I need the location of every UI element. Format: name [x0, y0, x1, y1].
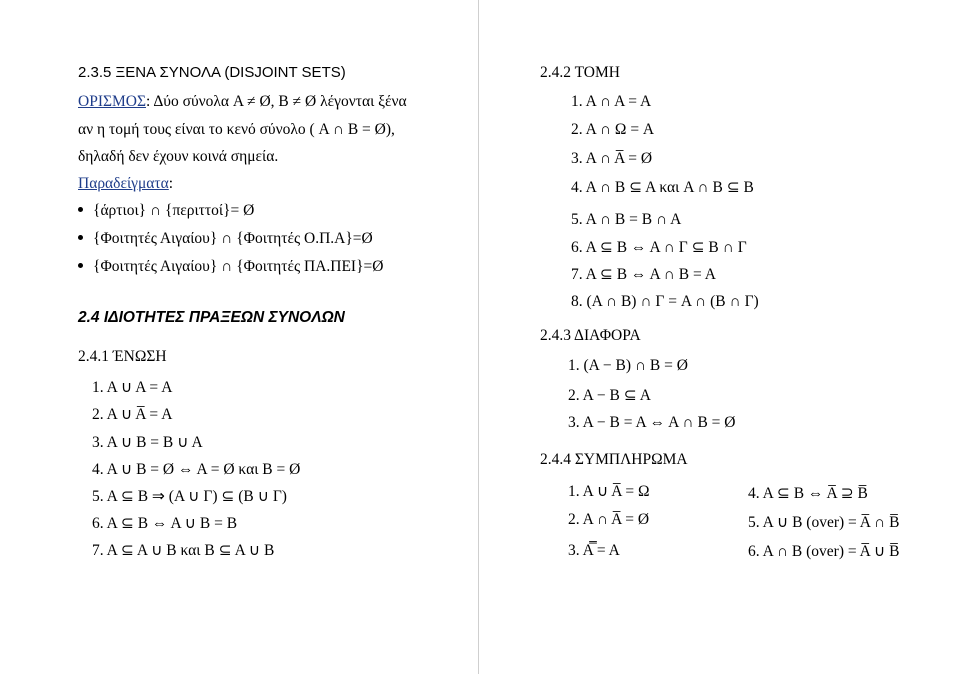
difference-property: 1. (A − B) ∩ B = Ø: [568, 357, 688, 374]
definition-text: : Δύο σύνολα A ≠ Ø, B ≠ Ø λέγονται ξένα: [146, 93, 407, 110]
definition-line-1: [78, 93, 407, 111]
union-property: 3. A ∪ B = B ∪ A: [92, 434, 203, 451]
complement-property: 6. A ∩ B (over) = A̅ ∪ B̅: [748, 543, 900, 560]
bullet-icon: [78, 235, 83, 240]
union-property: 2. A ∪ A̅ = A: [92, 406, 173, 423]
right-page: [481, 0, 959, 674]
intersection-property: 2. A ∩ Ω = A: [571, 121, 655, 138]
examples-label: Παραδείγματα: [78, 175, 169, 192]
subsection-heading-intersection: 2.4.2 ΤΟΜΗ: [540, 64, 620, 81]
union-property: 6. A ⊆ B ⇔ A ∪ B = B: [92, 515, 238, 532]
union-property: 7. A ⊆ A ∪ B και B ⊆ A ∪ B: [92, 542, 275, 559]
definition-label: ΟΡΙΣΜΟΣ: [78, 93, 146, 110]
intersection-property: 4. A ∩ B ⊆ A και A ∩ B ⊆ B: [571, 179, 754, 196]
union-property: 1. A ∪ A = A: [92, 379, 173, 396]
section-heading-properties: 2.4 ΙΔΙΟΤΗΤΕΣ ΠΡΑΞΕΩΝ ΣΥΝΟΛΩΝ: [78, 309, 345, 326]
complement-property: 5. A ∪ B (over) = A̅ ∩ B̅: [748, 514, 900, 531]
union-property: 4. A ∪ B = Ø ⇔ A = Ø και B = Ø: [92, 461, 301, 478]
difference-property: 3. A − B = A ⇔ A ∩ B = Ø: [568, 414, 736, 431]
complement-property: 2. A ∩ A̅ = Ø: [568, 511, 650, 528]
definition-line-3: δηλαδή δεν έχουν κοινά σημεία.: [78, 148, 279, 165]
bullet-icon: [78, 263, 83, 268]
definition-line-2: αν η τομή τους είναι το κενό σύνολο ( A ∩ B = Ø),: [78, 121, 395, 138]
intersection-property: 7. A ⊆ B ⇔ A ∩ B = A: [571, 266, 716, 283]
example-item: {άρτιοι} ∩ {περιττοί}= Ø: [78, 202, 254, 220]
section-heading-disjoint-sets: 2.3.5 ΞΕΝΑ ΣΥΝΟΛΑ (DISJOINT SETS): [78, 64, 346, 81]
left-page: [0, 0, 478, 674]
examples-colon: :: [168, 175, 174, 192]
intersection-property: 3. A ∩ A̅ = Ø: [571, 150, 653, 167]
examples-heading: [78, 175, 173, 193]
intersection-property: 1. A ∩ A = A: [571, 93, 652, 110]
example-item: {Φοιτητές Αιγαίου} ∩ {Φοιτητές Ο.Π.Α}=Ø: [78, 230, 373, 248]
intersection-property: 5. A ∩ B = B ∩ A: [571, 211, 682, 228]
example-item: {Φοιτητές Αιγαίου} ∩ {Φοιτητές ΠΑ.ΠΕΙ}=Ø: [78, 258, 383, 276]
subsection-heading-difference: 2.4.3 ΔΙΑΦΟΡΑ: [540, 327, 641, 344]
page-divider: [478, 0, 479, 674]
difference-property: 2. A − B ⊆ A: [568, 387, 651, 404]
subsection-heading-complement: 2.4.4 ΣΥΜΠΛΗΡΩΜΑ: [540, 451, 688, 468]
complement-property: 3. A̿ = A: [568, 542, 620, 559]
union-property: 5. A ⊆ B ⇒ (A ∪ Γ) ⊆ (B ∪ Γ): [92, 488, 287, 505]
subsection-heading-union: 2.4.1 ΈΝΩΣΗ: [78, 348, 167, 365]
bullet-icon: [78, 207, 83, 212]
complement-property: 4. A ⊆ B ⇔ A̅ ⊇ B̅: [748, 485, 868, 502]
intersection-property: 6. A ⊆ B ⇔ A ∩ Γ ⊆ B ∩ Γ: [571, 239, 747, 256]
complement-property: 1. A ∪ A̅ = Ω: [568, 483, 650, 500]
intersection-property: 8. (A ∩ B) ∩ Γ = A ∩ (B ∩ Γ): [571, 293, 759, 310]
